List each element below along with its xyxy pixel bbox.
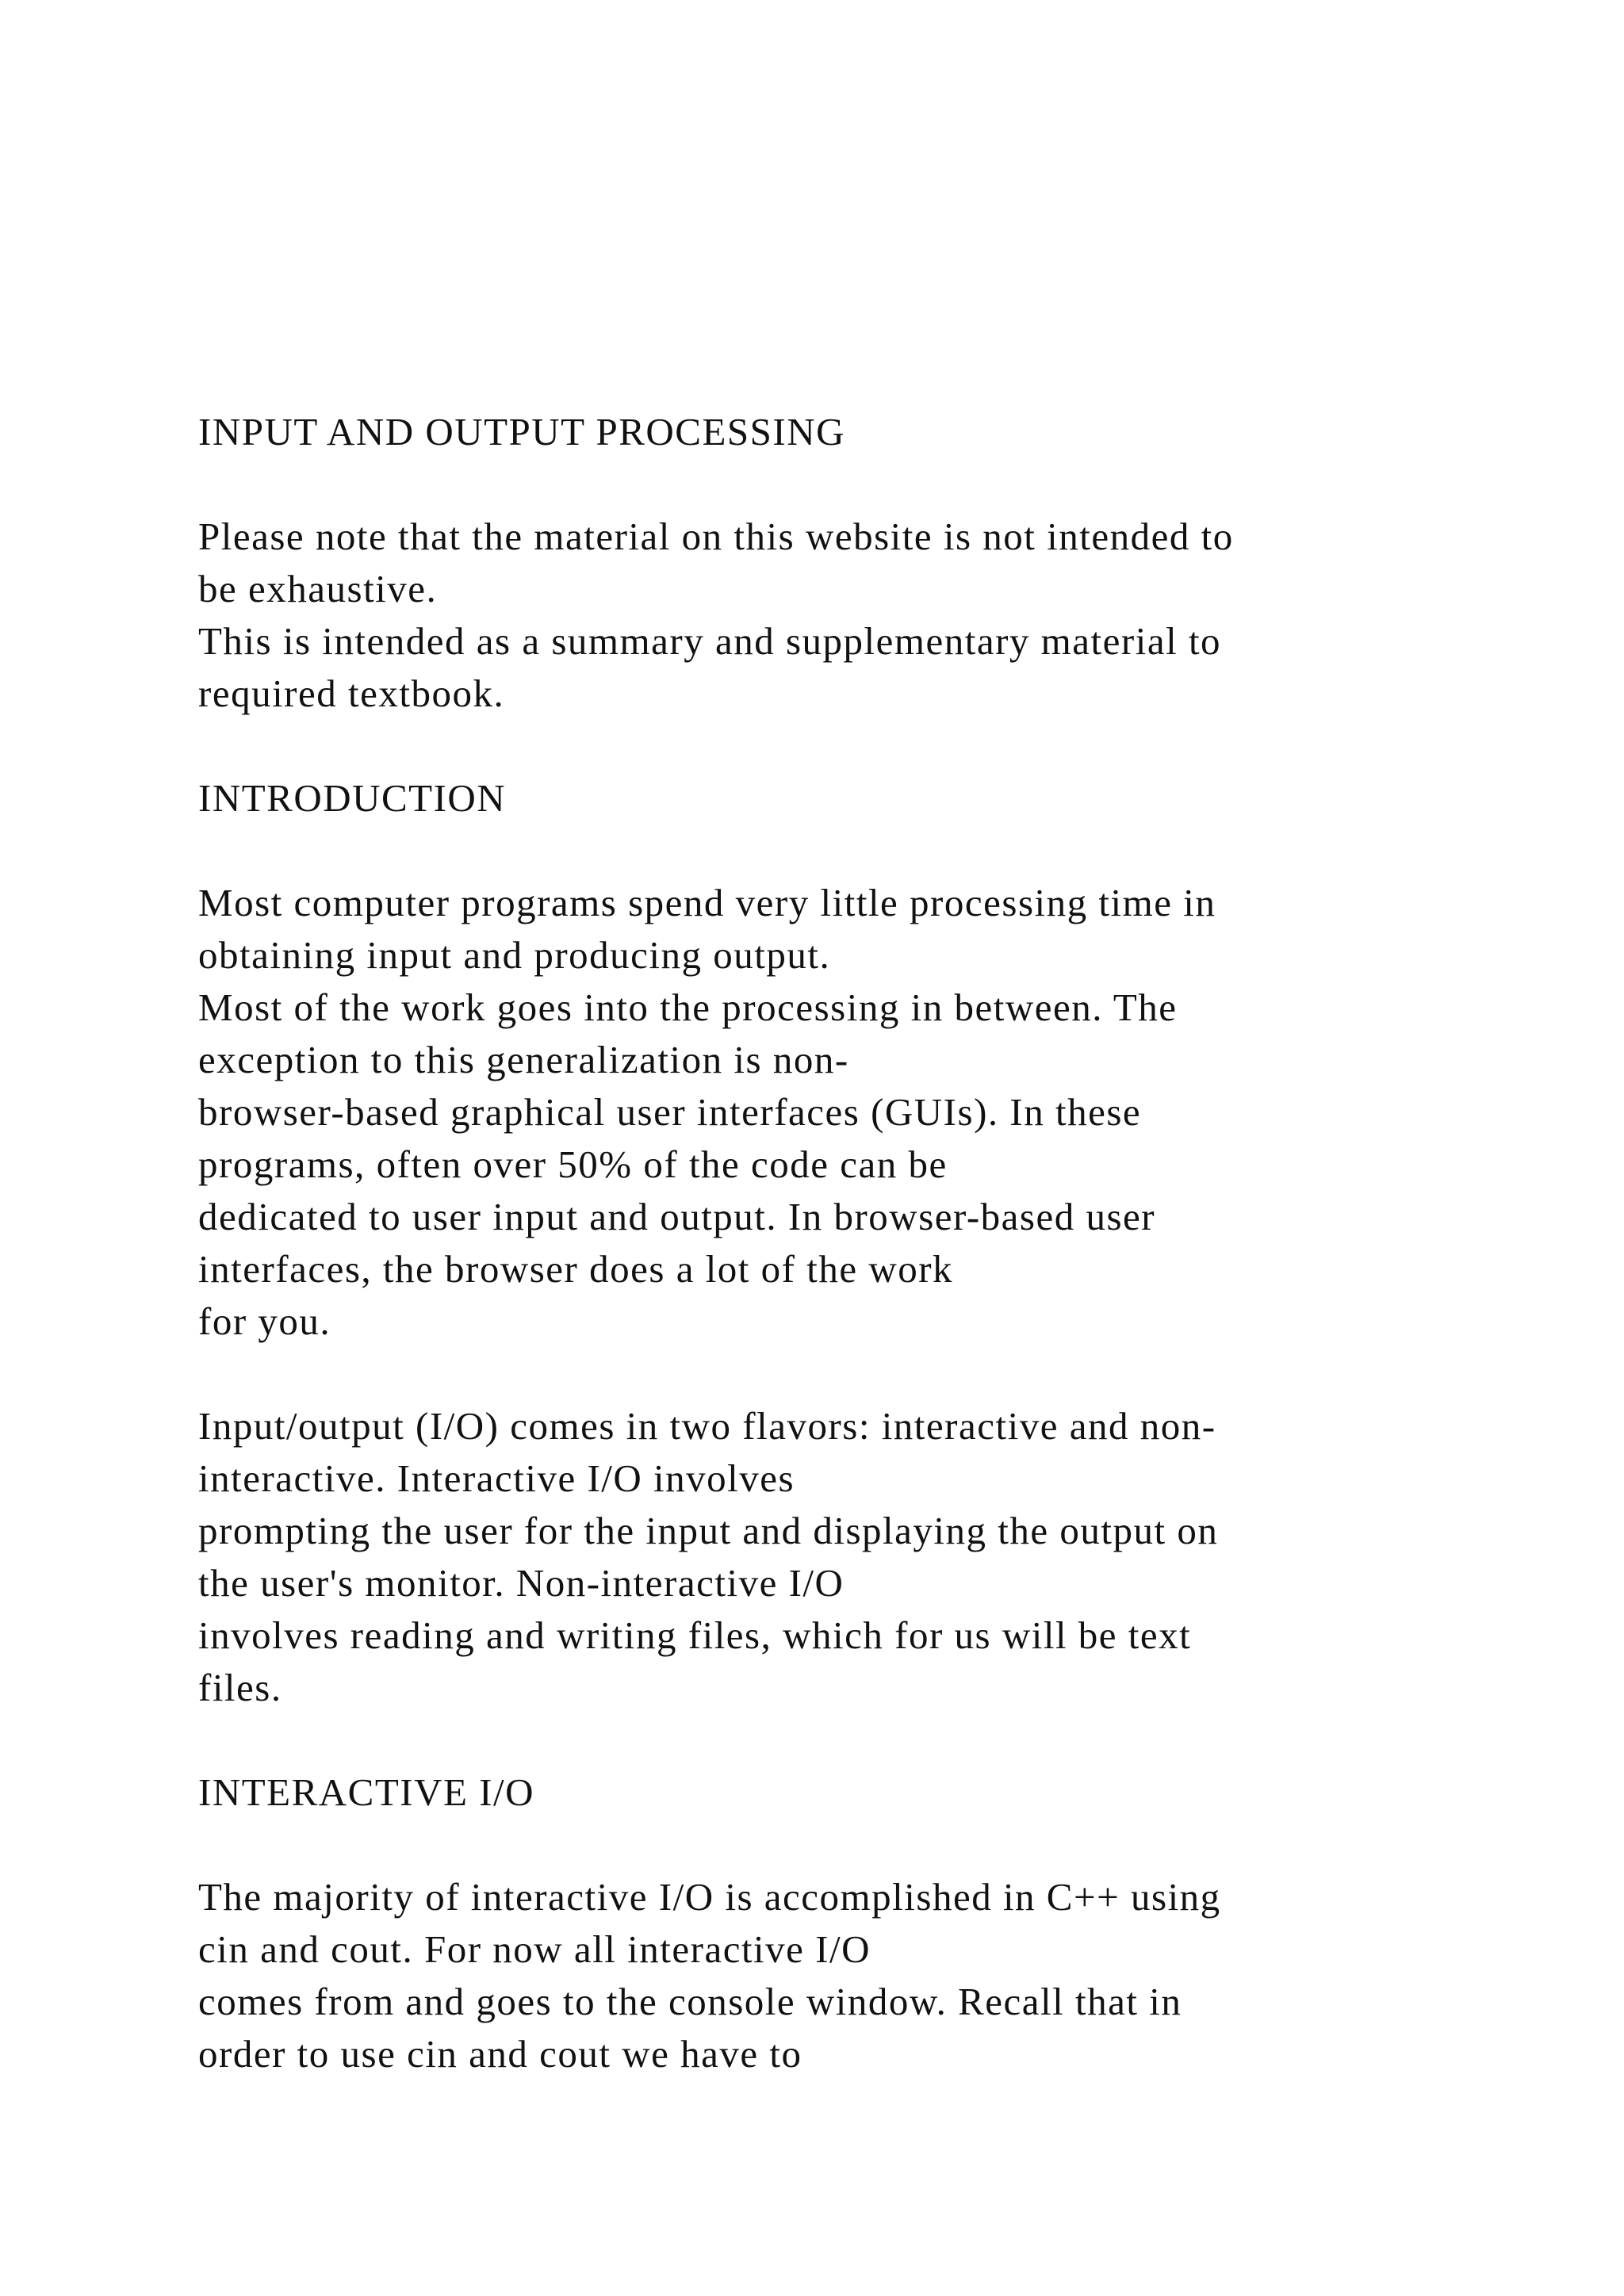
text-line: the user's monitor. Non-interactive I/O (198, 1561, 845, 1605)
text-line: interactive. Interactive I/O involves (198, 1456, 795, 1500)
text-line: Input/output (I/O) comes in two flavors: interactive and non- (198, 1404, 1216, 1448)
paragraph (198, 1400, 1467, 1714)
text-line: interfaces, the browser does a lot of the work (198, 1247, 954, 1291)
page-title: INPUT AND OUTPUT PROCESSING (198, 410, 846, 453)
document-body (198, 406, 1467, 2080)
text-line: The majority of interactive I/O is accomplished in C++ using (198, 1875, 1221, 1919)
text-line: This is intended as a summary and supplementary material to (198, 619, 1222, 663)
paragraph (198, 1871, 1467, 2080)
text-line: prompting the user for the input and displaying the output on (198, 1509, 1219, 1552)
text-line: comes from and goes to the console window. Recall that in (198, 1980, 1182, 2023)
section-introduction (198, 772, 1467, 1714)
paragraph (198, 877, 1467, 1348)
text-line: browser-based graphical user interfaces (GUIs). In these (198, 1090, 1142, 1134)
text-line: Please note that the material on this website is not intended to (198, 515, 1234, 558)
text-line: obtaining input and producing output. (198, 933, 831, 977)
section-heading: INTERACTIVE I/O (198, 1770, 534, 1814)
text-line: Most of the work goes into the processing in between. The (198, 985, 1178, 1029)
text-line: programs, often over 50% of the code can be (198, 1142, 948, 1186)
disclaimer-note (198, 511, 1467, 720)
text-line: dedicated to user input and output. In browser-based user (198, 1195, 1156, 1238)
text-line: files. (198, 1666, 282, 1709)
text-line: for you. (198, 1299, 331, 1343)
text-line: involves reading and writing files, which for us will be text (198, 1613, 1192, 1657)
text-line: be exhaustive. (198, 567, 438, 610)
section-interactive-io (198, 1766, 1467, 2080)
text-line: Most computer programs spend very little processing time in (198, 881, 1216, 924)
text-line: exception to this generalization is non- (198, 1038, 849, 1081)
section-heading: INTRODUCTION (198, 776, 507, 820)
text-line: order to use cin and cout we have to (198, 2032, 802, 2076)
text-line: required textbook. (198, 672, 505, 715)
text-line: cin and cout. For now all interactive I/O (198, 1927, 871, 1971)
